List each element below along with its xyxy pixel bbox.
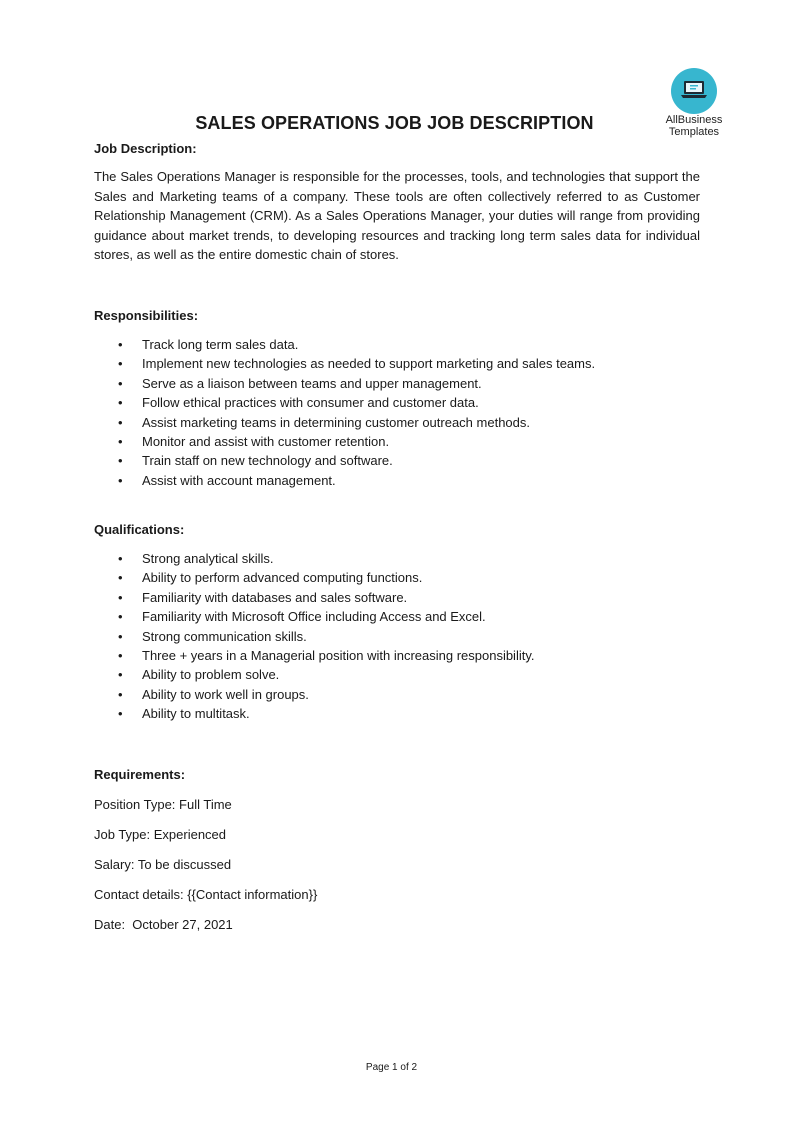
list-item: • Train staff on new technology and software.	[94, 451, 595, 470]
bullet-icon: •	[118, 472, 123, 488]
bullet-icon: •	[118, 570, 123, 586]
responsibilities-heading: Responsibilities:	[94, 308, 199, 323]
list-item: • Monitor and assist with customer retention.	[94, 432, 595, 451]
list-item: • Ability to perform advanced computing functions.	[94, 568, 534, 587]
list-item: • Follow ethical practices with consumer and customer data.	[94, 393, 595, 412]
list-item: • Implement new technologies as needed to support marketing and sales teams.	[94, 354, 595, 373]
list-item: • Assist marketing teams in determining customer outreach methods.	[94, 413, 595, 432]
job-description-heading: Job Description:	[94, 141, 197, 156]
list-item: • Assist with account management.	[94, 471, 595, 490]
list-item: • Track long term sales data.	[94, 335, 595, 354]
list-item: • Three + years in a Managerial position with increasing responsibility.	[94, 646, 534, 665]
bullet-icon: •	[118, 589, 123, 605]
bullet-icon: •	[118, 647, 123, 663]
bullet-icon: •	[118, 433, 123, 449]
requirements-heading: Requirements:	[94, 767, 186, 782]
bullet-icon: •	[118, 628, 123, 644]
bullet-icon: •	[118, 686, 123, 702]
list-item: • Strong analytical skills.	[94, 549, 534, 568]
bullet-icon: •	[118, 667, 123, 683]
bullet-icon: •	[118, 356, 123, 372]
page-number: Page 1 of 2	[365, 1062, 418, 1073]
contact-details: Contact details: {{Contact information}}	[94, 887, 318, 902]
list-item: • Familiarity with databases and sales software.	[94, 588, 534, 607]
job-description-text: The Sales Operations Manager is responsible for the processes, tools, and technologies that support the Sales and Marketing teams of a company. These tools are often collectively referred to as Customer Relationship Management (CRM). As a Sales Operations Manager, your duties will range from providing guidance about market trends, to developing resources and tracking long term sales data for individual stores, as well as the entire domestic chain of stores.	[94, 169, 700, 263]
list-item: • Strong communication skills.	[94, 627, 534, 646]
page-title: SALES OPERATIONS JOB JOB DESCRIPTION	[195, 113, 594, 133]
date: Date: October 27, 2021	[94, 917, 233, 932]
bullet-icon: •	[118, 551, 123, 566]
job-type: Job Type: Experienced	[94, 827, 227, 842]
bullet-icon: •	[118, 453, 123, 469]
qualifications-list	[94, 549, 534, 724]
bullet-icon: •	[118, 375, 123, 391]
list-item: • Serve as a liaison between teams and upper management.	[94, 374, 595, 393]
position-type: Position Type: Full Time	[94, 797, 232, 812]
list-item: • Familiarity with Microsoft Office including Access and Excel.	[94, 607, 534, 626]
list-item: • Ability to multitask.	[94, 704, 534, 723]
bullet-icon: •	[118, 414, 123, 430]
responsibilities-list	[94, 335, 595, 490]
bullet-icon: •	[118, 609, 123, 625]
list-item: • Ability to work well in groups.	[94, 685, 534, 704]
salary: Salary: To be discussed	[94, 857, 232, 872]
bullet-icon: •	[118, 706, 123, 722]
logo-line-2: Templates	[668, 126, 720, 138]
list-item: • Ability to problem solve.	[94, 665, 534, 684]
laptop-icon	[671, 68, 717, 114]
bullet-icon: •	[118, 395, 123, 411]
bullet-icon: •	[118, 337, 123, 352]
qualifications-heading: Qualifications:	[94, 522, 185, 537]
logo-line-1: AllBusiness	[665, 114, 723, 126]
